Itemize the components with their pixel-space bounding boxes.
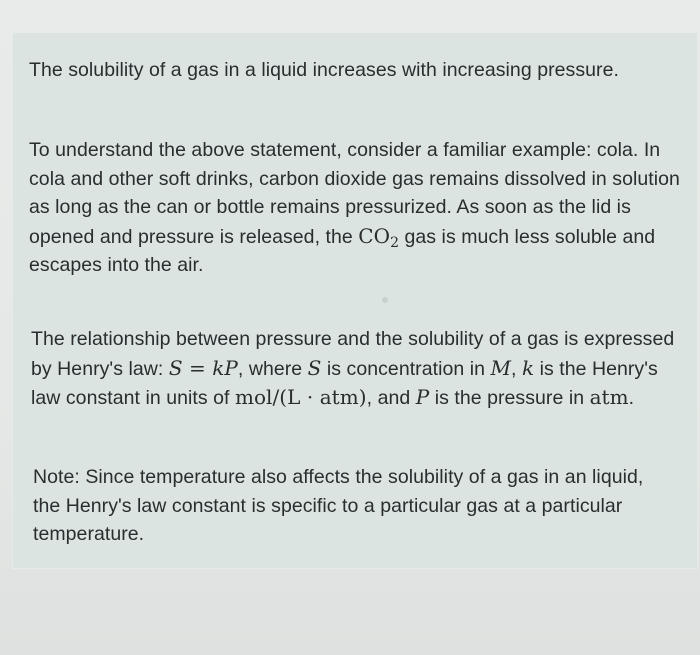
content-card [12,32,698,569]
paragraph-henrys-law [31,325,689,413]
co2-formula [358,223,400,251]
henry-text-2: , where [237,357,308,380]
henry-text-8: . [628,387,635,409]
henry-text-3: is concentration in [321,357,491,380]
paragraph-temperature-note: Note: Since temperature also affects the solubility of a gas in an liquid, the Henry's law constant is specific to a particular gas at a particular temperature. [33,466,644,545]
variable-p: P [415,385,430,409]
henry-text-7: is the pressure in [429,387,590,409]
henry-text-6: , and [366,387,416,409]
paragraph-cola-example [29,136,689,280]
cola-text-after: gas is much less soluble and escapes into the air. [29,225,656,276]
faint-dot-mark [382,297,388,303]
variable-s: S [307,355,322,380]
henrys-law-equation: S = kP [168,355,238,380]
cola-text-before: To understand the above statement, consider a familiar example: cola. In cola and other soft drinks, carbon dioxide gas remains dissolved in solution as long as the can or bottle remains pressurized. As soon as the lid is opened and pressure is released, the [29,139,680,248]
co2-formula-base: CO [358,223,391,248]
unit-atm: atm [589,385,629,409]
variable-m: M [490,355,512,380]
henry-text-1: The relationship between pressure and the solubility of a gas is expressed by Henry's law: [31,328,675,380]
variable-k: k [521,355,535,380]
units-expression: mol/(L · atm) [234,385,367,409]
henry-text-4: , [511,357,522,380]
paragraph-solubility-statement: The solubility of a gas in a liquid increases with increasing pressure. [29,59,619,81]
co2-formula-subscript: 2 [390,234,400,251]
henry-text-5: is the Henry's law constant in units of [31,357,658,409]
